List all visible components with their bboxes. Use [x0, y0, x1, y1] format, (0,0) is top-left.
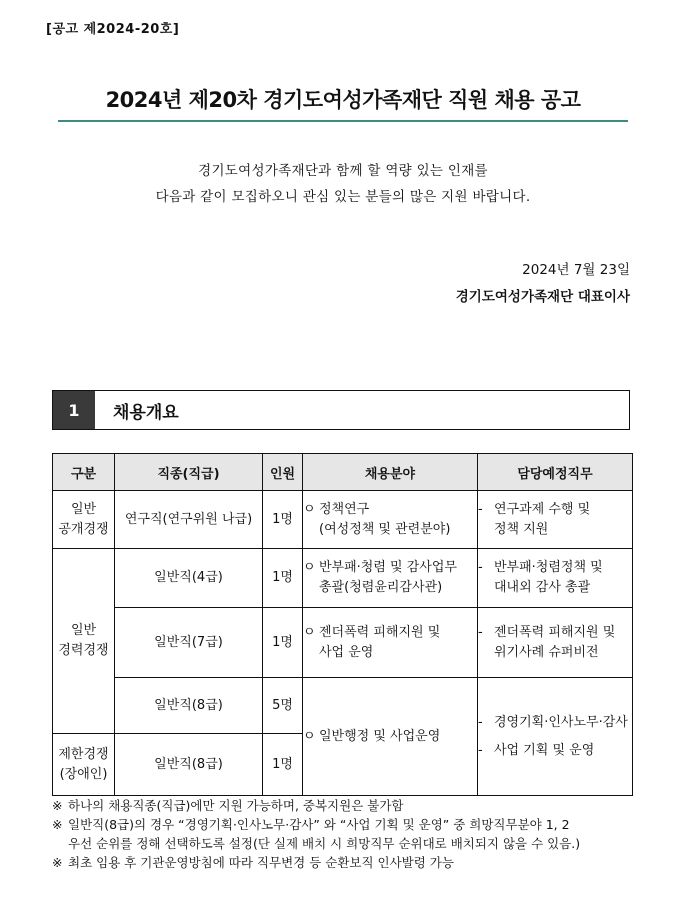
circle-bullet: ㅇ — [303, 624, 316, 640]
category-line: 일반 — [70, 501, 97, 517]
circle-bullet: ㅇ — [303, 501, 316, 517]
table-header-row — [53, 454, 633, 491]
table-row — [53, 491, 633, 549]
count-cell: 1명 — [263, 608, 303, 678]
header-count: 인원 — [263, 454, 303, 491]
field-cell — [303, 549, 478, 608]
count-cell: 1명 — [263, 549, 303, 608]
note-item — [52, 853, 642, 872]
job-cell: 일반직(4급) — [115, 549, 263, 608]
category-cell — [53, 491, 115, 549]
field-line: 젠더폭력 피해지원 및 — [319, 624, 441, 640]
field-line: 반부패·청렴 및 감사업무 — [319, 560, 457, 575]
notice-number: [공고 제2024-20호] — [46, 22, 180, 37]
duty-line: 위기사례 슈퍼비전 — [494, 644, 599, 660]
section-title: 채용개요 — [113, 402, 179, 423]
issue-date: 2024년 7월 23일 — [522, 262, 630, 278]
category-line: 일반 — [70, 623, 97, 638]
dash-bullet: - — [478, 560, 483, 575]
header-job: 직종(직급) — [115, 454, 263, 491]
duty-line: 대내외 감사 총괄 — [494, 580, 591, 595]
job-cell: 일반직(8급) — [115, 734, 263, 796]
reference-mark: ※ — [52, 798, 63, 813]
intro-line-1: 경기도여성가족재단과 함께 할 역량 있는 인재를 — [198, 163, 488, 179]
dash-bullet: - — [478, 501, 483, 517]
count-cell: 1명 — [263, 491, 303, 549]
reference-mark: ※ — [52, 855, 63, 870]
table-row — [53, 678, 633, 734]
section-header — [52, 390, 630, 430]
duty-cell — [478, 549, 633, 608]
reference-mark: ※ — [52, 817, 63, 832]
duty-cell-merged — [478, 678, 633, 796]
header-field: 채용분야 — [303, 454, 478, 491]
duty-line: 반부패·청렴정책 및 — [494, 560, 603, 575]
dash-bullet: - — [478, 624, 483, 640]
category-line: 제한경쟁 — [58, 746, 109, 762]
field-line: 총괄(청렴윤리감사관) — [319, 580, 443, 595]
dash-bullet: - — [478, 714, 483, 730]
field-cell — [303, 608, 478, 678]
page-title: 2024년 제20차 경기도여성가족재단 직원 채용 공고 — [105, 88, 581, 112]
circle-bullet: ㅇ — [303, 560, 316, 575]
field-line: 일반행정 및 사업운영 — [319, 728, 441, 744]
header-duty: 담당예정직무 — [478, 454, 633, 491]
note-text: 최초 임용 후 기관운영방침에 따라 직무변경 등 순환보직 인사발령 가능 — [68, 855, 454, 870]
count-cell: 5명 — [263, 678, 303, 734]
field-cell-merged — [303, 678, 478, 796]
note-text: 일반직(8급)의 경우 “경영기획·인사노무·감사” 와 “사업 기획 및 운영” 중 희망직무분야 1, 2 — [68, 817, 570, 832]
duty-line: 연구과제 수행 및 — [494, 501, 591, 517]
field-line: 정책연구 — [319, 501, 370, 517]
section-number: 1 — [53, 391, 95, 429]
circle-bullet: ㅇ — [303, 728, 316, 744]
duty-cell — [478, 608, 633, 678]
category-cell — [53, 549, 115, 734]
note-text: 하나의 채용직종(직급)에만 지원 가능하며, 중복지원은 불가함 — [68, 798, 404, 813]
dash-bullet: - — [478, 742, 483, 758]
field-cell — [303, 491, 478, 549]
duty-line: 정책 지원 — [494, 521, 549, 537]
field-line: 사업 운영 — [319, 644, 374, 660]
notes-block — [52, 796, 642, 872]
duty-cell — [478, 491, 633, 549]
table-row — [53, 608, 633, 678]
job-cell: 일반직(8급) — [115, 678, 263, 734]
category-line: (장애인) — [59, 766, 108, 782]
duty-line: 사업 기획 및 운영 — [494, 742, 595, 758]
category-cell — [53, 734, 115, 796]
job-cell: 연구직(연구위원 나급) — [115, 491, 263, 549]
note-text: 우선 순위를 정해 선택하도록 설정(단 실제 배치 시 희망직무 순위대로 배치되지 않을 수 있음.) — [68, 836, 581, 851]
issuer-name: 경기도여성가족재단 대표이사 — [455, 289, 630, 305]
table-row — [53, 549, 633, 608]
category-line: 공개경쟁 — [58, 521, 109, 537]
note-item — [52, 796, 642, 815]
note-item — [52, 815, 642, 853]
recruitment-table — [52, 453, 633, 796]
intro-line-2: 다음과 같이 모집하오니 관심 있는 분들의 많은 지원 바랍니다. — [155, 189, 531, 205]
header-category: 구분 — [53, 454, 115, 491]
count-cell: 1명 — [263, 734, 303, 796]
job-cell: 일반직(7급) — [115, 608, 263, 678]
duty-line: 경영기획·인사노무·감사 — [494, 714, 628, 730]
category-line: 경력경쟁 — [58, 643, 109, 658]
field-line: (여성정책 및 관련분야) — [319, 521, 451, 537]
duty-line: 젠더폭력 피해지원 및 — [494, 624, 616, 640]
title-divider — [58, 120, 628, 122]
intro-text — [0, 158, 686, 210]
